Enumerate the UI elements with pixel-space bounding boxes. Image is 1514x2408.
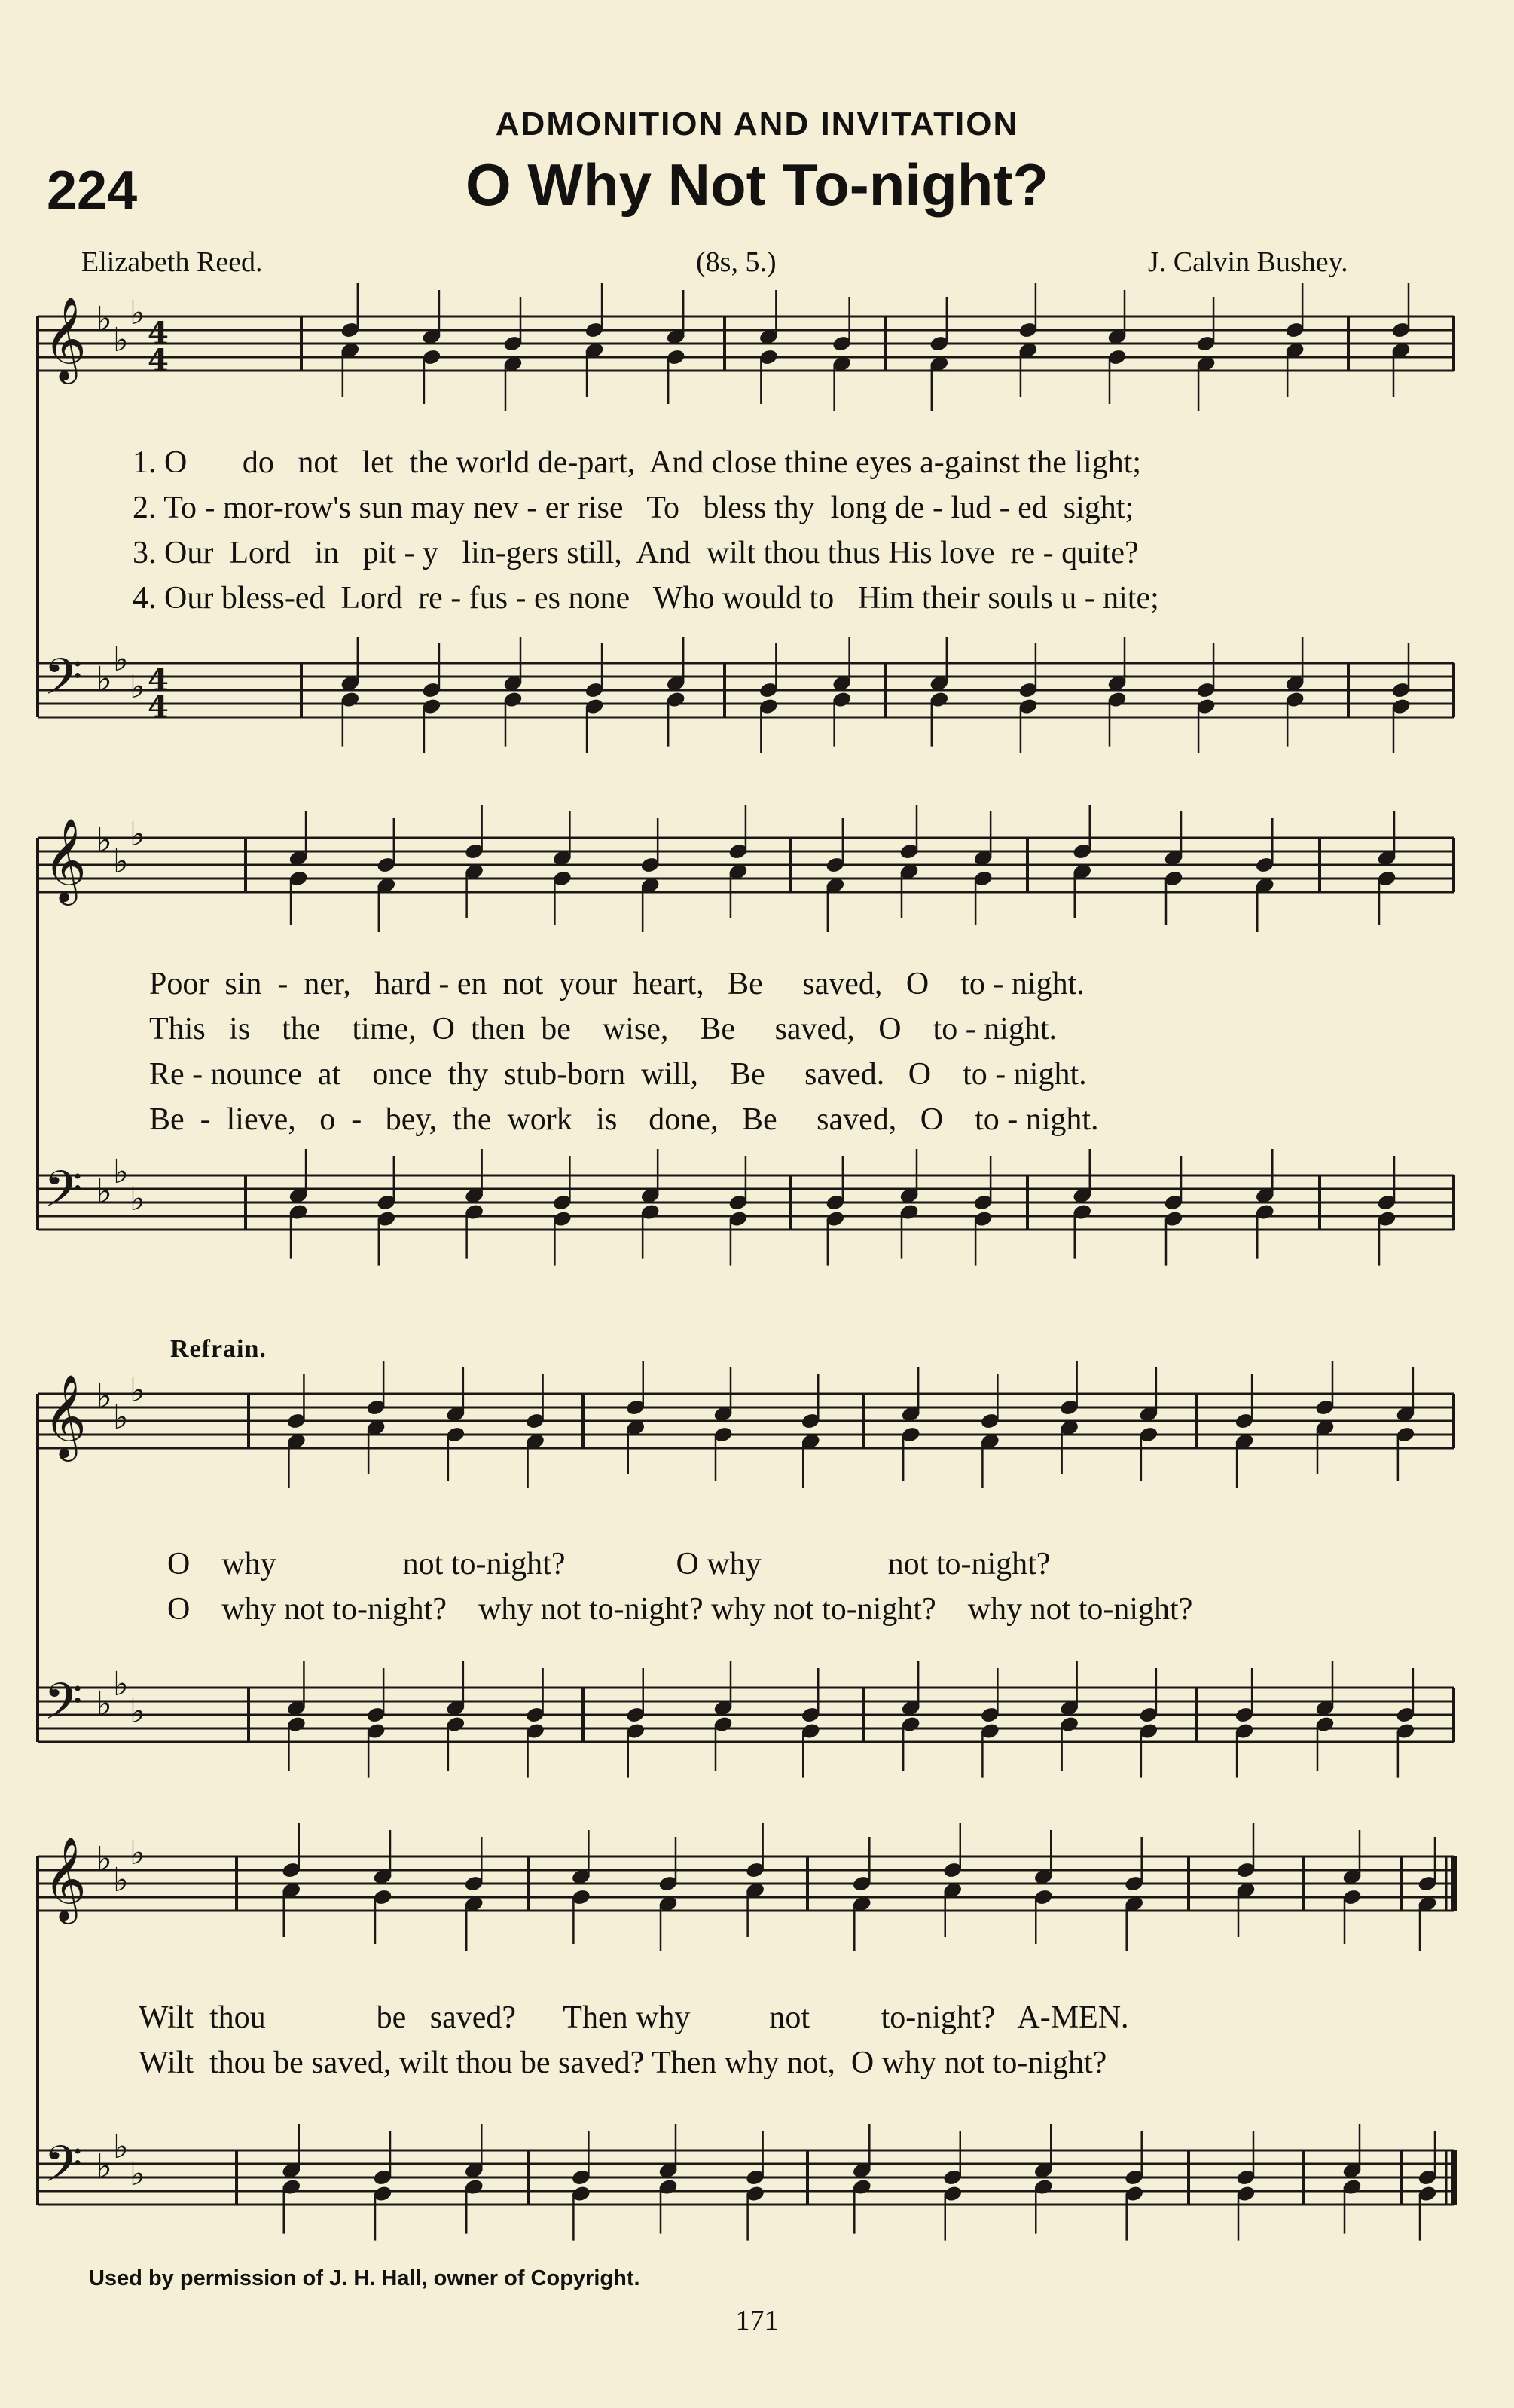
flat-icon: ♭: [130, 2155, 145, 2193]
flat-icon: ♭: [96, 1685, 112, 1723]
refrain-line-1-soprano: O why not to-night? O why not to-night?: [167, 1547, 1051, 1581]
flat-icon: ♭: [113, 1398, 129, 1437]
flat-icon: ♭: [130, 668, 145, 706]
lyricist: Elizabeth Reed.: [81, 246, 263, 278]
refrain-line-2-alto: Wilt thou be saved, wilt thou be saved? Then why not, O why not to-night?: [139, 2046, 1107, 2080]
time-signature: 4: [148, 343, 169, 378]
section-heading: ADMONITION AND INVITATION: [495, 105, 1019, 142]
hymn-number: 224: [47, 160, 138, 221]
flat-icon: ♭: [130, 1692, 145, 1731]
flat-icon: ♭: [96, 821, 112, 860]
refrain-label: Refrain.: [170, 1335, 267, 1363]
flat-icon: ♭: [96, 1172, 112, 1211]
flat-icon: ♭: [96, 2147, 112, 2186]
refrain-line-1-alto: O why not to-night? why not to-night? why not to-night? why not to-night?: [167, 1592, 1193, 1627]
verse-4-line-2: Be - lieve, o - bey, the work is done, Be saved, O to - night.: [149, 1102, 1099, 1137]
verse-2-line-1: 2. To - mor-row's sun may nev - er rise To bless thy long de - lud - ed sight;: [133, 490, 1134, 525]
flat-icon: ♭: [113, 321, 129, 359]
time-signature: 4: [148, 662, 169, 698]
flat-icon: ♭: [96, 1377, 112, 1416]
flat-icon: ♭: [113, 2128, 129, 2166]
hymn-title: O Why Not To-night?: [465, 151, 1049, 218]
treble-clef-icon: 𝄞: [44, 817, 87, 902]
refrain-line-2-soprano: Wilt thou be saved? Then why not to-night? A-MEN.: [139, 2000, 1129, 2035]
flat-icon: ♭: [130, 1180, 145, 1218]
verse-3-line-2: Re - nounce at once thy stub-born will, Be saved. O to - night.: [149, 1057, 1087, 1092]
bass-clef-icon: 𝄢: [44, 1673, 83, 1743]
verse-4-line-1: 4. Our bless-ed Lord re - fus - es none Who would to Him their souls u - nite;: [133, 581, 1159, 616]
treble-clef-icon: 𝄞: [44, 1374, 87, 1458]
flat-icon: ♭: [130, 1371, 145, 1410]
flat-icon: ♭: [113, 640, 129, 679]
composer: J. Calvin Bushey.: [1148, 246, 1348, 278]
flat-icon: ♭: [130, 294, 145, 332]
time-signature: 4: [148, 316, 169, 351]
treble-clef-icon: 𝄞: [44, 296, 87, 380]
time-signature: 4: [148, 689, 169, 725]
bass-clef-icon: 𝄢: [44, 1160, 83, 1230]
flat-icon: ♭: [96, 660, 112, 698]
flat-icon: ♭: [96, 1840, 112, 1878]
flat-icon: ♭: [113, 842, 129, 881]
verse-1-line-2: Poor sin - ner, hard - en not your heart, Be saved, O to - night.: [149, 967, 1085, 1001]
flat-icon: ♭: [130, 815, 145, 854]
flat-icon: ♭: [130, 1834, 145, 1872]
bass-clef-icon: 𝄢: [44, 2135, 83, 2205]
bass-clef-icon: 𝄢: [44, 648, 83, 718]
verse-2-line-2: This is the time, O then be wise, Be saved, O to - night.: [149, 1012, 1058, 1047]
verse-1-line-1: 1. O do not let the world de-part, And close thine eyes a-gainst the light;: [133, 445, 1142, 480]
copyright-footnote: Used by permission of J. H. Hall, owner of Copyright.: [89, 2266, 640, 2290]
meter: (8s, 5.): [696, 246, 777, 278]
flat-icon: ♭: [113, 1153, 129, 1191]
page-number: 171: [735, 2305, 779, 2336]
flat-icon: ♭: [113, 1665, 129, 1704]
flat-icon: ♭: [113, 1861, 129, 1899]
treble-clef-icon: 𝄞: [44, 1836, 87, 1921]
verse-3-line-1: 3. Our Lord in pit - y lin-gers still, And wilt thou thus His love re - quite?: [133, 536, 1139, 570]
flat-icon: ♭: [96, 300, 112, 338]
